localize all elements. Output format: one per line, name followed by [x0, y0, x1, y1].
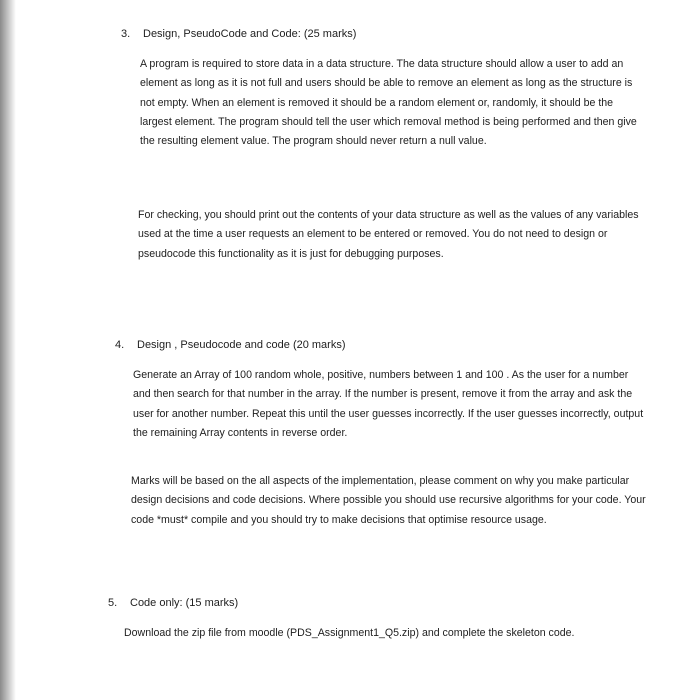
question-4-number: 4. [115, 339, 125, 351]
question-3-paragraph-1: A program is required to store data in a data structure. The data structure should allow a user to add an element as long as it is not full and users should be able to remove an element as long as the structure is not empty. When an element is removed it should be a random element or, randomly, it should be the largest element. The program should tell the user which removal method is being performed and then give the resulting element value. The program should never return a null value. [140, 58, 637, 148]
question-3-paragraph-2: For checking, you should print out the contents of your data structure as well as the values of any variables used at the time a user requests an element to be entered or removed. You do not need to design or pseudocode this functionality as it is just for debugging purposes. [138, 209, 639, 260]
question-5-heading [108, 596, 238, 610]
question-3-title: Design, PseudoCode and Code: (25 marks) [143, 28, 357, 40]
question-3-number: 3. [121, 28, 131, 40]
question-4-heading [115, 338, 346, 352]
question-4-title: Design , Pseudocode and code (20 marks) [137, 339, 346, 351]
question-4-paragraph-2: Marks will be based on the all aspects of the implementation, please comment on why you make particular design decisions and code decisions. Where possible you should use recursive algorithms for your code. Your code *must* compile and you should try to make decisions that optimise resource usage. [131, 475, 646, 526]
question-5-title: Code only: (15 marks) [130, 597, 239, 609]
question-5-number: 5. [108, 597, 118, 609]
question-3-heading [121, 27, 356, 41]
question-5-paragraph-1: Download the zip file from moodle (PDS_Assignment1_Q5.zip) and complete the skeleton code. [124, 627, 575, 639]
question-4-paragraph-1: Generate an Array of 100 random whole, positive, numbers between 1 and 100 . As the user for a number and then search for that number in the array. If the number is present, remove it from the array and ask the user for another number. Repeat this until the user guesses incorrectly. If the user guesses incorrectly, output the remaining Array contents in reverse order. [133, 369, 644, 439]
